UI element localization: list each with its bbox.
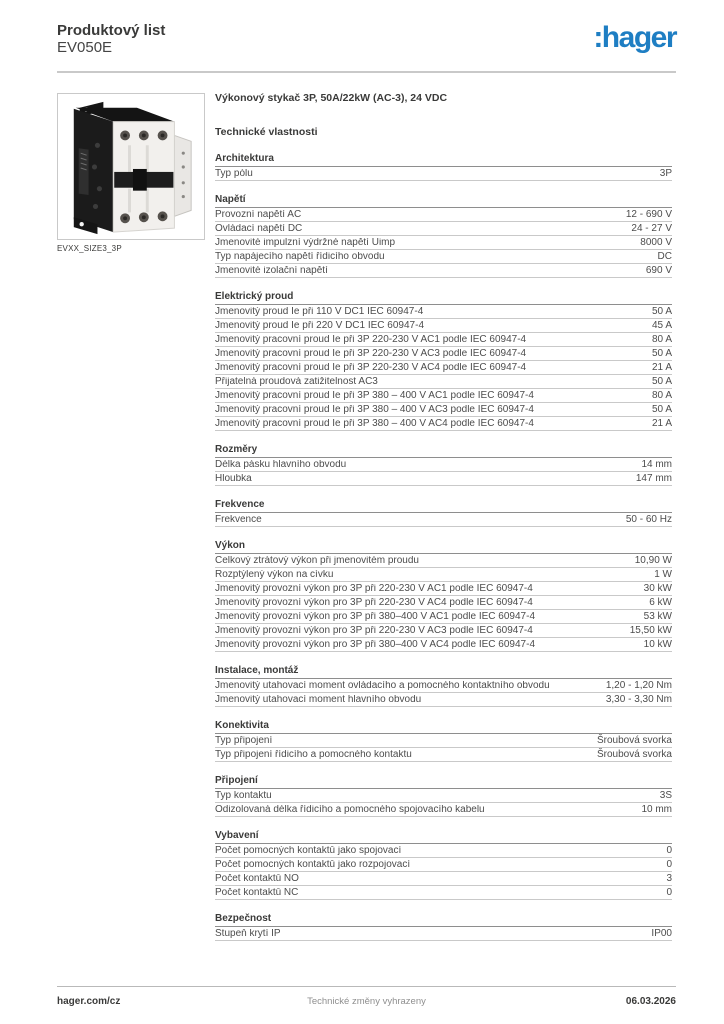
spec-label: Stupeň krytí IP [215, 929, 281, 939]
footer-date: 06.03.2026 [625, 996, 676, 1007]
section-title: Elektrický proud [215, 292, 672, 305]
spec-label: Počet kontaktů NO [215, 874, 299, 884]
product-title: Výkonový stykač 3P, 50A/22kW (AC-3), 24 VDC [215, 92, 448, 104]
spec-value: 50 A [651, 306, 672, 317]
spec-value: 0 [666, 859, 672, 870]
spec-value: 1 W [654, 569, 672, 580]
spec-row [215, 236, 672, 250]
footer-website: hager.com/cz [57, 996, 121, 1007]
spec-row [215, 333, 672, 347]
spec-value: 24 - 27 V [631, 223, 672, 234]
spec-row [215, 417, 672, 431]
spec-label: Počet kontaktů NC [215, 888, 299, 898]
spec-row [215, 927, 672, 941]
spec-label: Typ napájecího napětí řídicího obvodu [215, 252, 385, 262]
spec-label: Typ připojení řídicího a pomocného kontaktu [215, 750, 412, 760]
spec-value: 30 kW [643, 583, 672, 594]
spec-label: Jmenovitý pracovní proud Ie při 3P 380 – 400 V AC4 podle IEC 60947-4 [215, 419, 534, 429]
spec-row [215, 693, 672, 707]
spec-label: Odizolovaná délka řídicího a pomocného spojovacího kabelu [215, 805, 485, 815]
spec-label: Jmenovitý provozní výkon pro 3P při 380–400 V AC1 podle IEC 60947-4 [215, 612, 536, 622]
spec-row [215, 568, 672, 582]
spec-value: 0 [666, 887, 672, 898]
spec-label: Jmenovitý pracovní proud Ie při 3P 380 – 400 V AC3 podle IEC 60947-4 [215, 405, 534, 415]
spec-value: 690 V [645, 265, 672, 276]
spec-value: 0 [666, 845, 672, 856]
spec-row [215, 858, 672, 872]
spec-value: 53 kW [643, 611, 672, 622]
section-title: Vybavení [215, 831, 672, 844]
spec-label: Délka pásku hlavního obvodu [215, 460, 347, 470]
spec-label: Hloubka [215, 474, 252, 484]
spec-row [215, 250, 672, 264]
spec-value: 50 A [651, 376, 672, 387]
spec-value: 50 A [651, 404, 672, 415]
doc-title: Produktový list [57, 22, 166, 39]
spec-section [215, 195, 672, 278]
spec-row [215, 844, 672, 858]
spec-section [215, 292, 672, 431]
spec-row [215, 264, 672, 278]
spec-value: 80 A [651, 390, 672, 401]
spec-section [215, 541, 672, 652]
footer [57, 986, 676, 1024]
spec-label: Typ připojení [215, 736, 273, 746]
spec-section [215, 445, 672, 486]
spec-row [215, 610, 672, 624]
specs-heading: Technické vlastnosti [215, 126, 318, 138]
spec-row [215, 638, 672, 652]
hager-logo: :hager [593, 21, 676, 54]
spec-label: Typ kontaktu [215, 791, 272, 801]
section-title: Architektura [215, 154, 672, 167]
section-title: Rozměry [215, 445, 672, 458]
spec-row [215, 886, 672, 900]
spec-row [215, 167, 672, 181]
contactor-illustration-icon [58, 94, 204, 239]
spec-section [215, 831, 672, 900]
spec-label: Celkový ztrátový výkon při jmenovitém proudu [215, 556, 419, 566]
spec-label: Jmenovitý proud Ie při 220 V DC1 IEC 60947-4 [215, 321, 424, 331]
spec-row [215, 305, 672, 319]
spec-row [215, 624, 672, 638]
product-image-caption: EVXX_SIZE3_3P [57, 244, 122, 253]
spec-value: 10,90 W [634, 555, 672, 566]
spec-label: Jmenovitý utahovací moment ovládacího a pomocného kontaktního obvodu [215, 681, 550, 691]
specs-column [215, 93, 672, 941]
spec-label: Jmenovité impulzní výdržné napětí Uimp [215, 238, 396, 248]
product-image-column [57, 93, 207, 941]
spec-value: 6 kW [649, 597, 672, 608]
spec-value: 12 - 690 V [625, 209, 672, 220]
spec-value: Šroubová svorka [596, 749, 672, 760]
product-code: EV050E [57, 39, 113, 56]
header-titles [57, 22, 165, 56]
spec-row [215, 319, 672, 333]
spec-value: 1,20 - 1,20 Nm [605, 680, 672, 691]
section-title: Připojení [215, 776, 672, 789]
spec-label: Přijatelná proudová zatižitelnost AC3 [215, 377, 378, 387]
spec-label: Frekvence [215, 515, 262, 525]
spec-label: Provozní napětí AC [215, 210, 302, 220]
spec-value: 21 A [651, 362, 672, 373]
spec-row [215, 375, 672, 389]
section-title: Instalace, montáž [215, 666, 672, 679]
spec-label: Typ pólu [215, 169, 253, 179]
footer-disclaimer: Technické změny vyhrazeny [307, 996, 426, 1007]
spec-value: 8000 V [640, 237, 672, 248]
spec-row [215, 582, 672, 596]
spec-row [215, 596, 672, 610]
spec-value: 3P [659, 168, 672, 179]
spec-row [215, 472, 672, 486]
section-title: Konektivita [215, 721, 672, 734]
spec-section [215, 500, 672, 527]
section-title: Bezpečnost [215, 914, 672, 927]
spec-row [215, 554, 672, 568]
spec-row [215, 458, 672, 472]
spec-row [215, 403, 672, 417]
spec-row [215, 748, 672, 762]
spec-section [215, 914, 672, 941]
spec-section [215, 154, 672, 181]
spec-value: 3,30 - 3,30 Nm [605, 694, 672, 705]
spec-value: 45 A [651, 320, 672, 331]
spec-label: Jmenovitý provozní výkon pro 3P při 380–400 V AC4 podle IEC 60947-4 [215, 640, 536, 650]
spec-row [215, 513, 672, 527]
spec-label: Ovládací napětí DC [215, 224, 303, 234]
spec-section [215, 776, 672, 817]
spec-value: 14 mm [641, 459, 672, 470]
spec-label: Jmenovitý pracovní proud Ie při 3P 380 – 400 V AC1 podle IEC 60947-4 [215, 391, 534, 401]
spec-row [215, 789, 672, 803]
spec-value: 80 A [651, 334, 672, 345]
spec-value: 50 - 60 Hz [625, 514, 672, 525]
spec-label: Rozptýlený výkon na cívku [215, 570, 334, 580]
spec-label: Jmenovité izolační napětí [215, 266, 328, 276]
spec-label: Jmenovitý provozní výkon pro 3P při 220-230 V AC4 podle IEC 60947-4 [215, 598, 533, 608]
spec-row [215, 734, 672, 748]
spec-sections [215, 154, 672, 941]
section-title: Frekvence [215, 500, 672, 513]
spec-row [215, 208, 672, 222]
spec-value: Šroubová svorka [596, 735, 672, 746]
header [0, 0, 724, 73]
spec-label: Jmenovitý provozní výkon pro 3P při 220-230 V AC1 podle IEC 60947-4 [215, 584, 533, 594]
section-title: Napětí [215, 195, 672, 208]
spec-row [215, 222, 672, 236]
spec-label: Jmenovitý pracovní proud Ie při 3P 220-230 V AC4 podle IEC 60947-4 [215, 363, 527, 373]
spec-label: Počet pomocných kontaktů jako spojovací [215, 846, 402, 856]
main-content [0, 73, 724, 941]
spec-value: 50 A [651, 348, 672, 359]
spec-label: Jmenovitý proud Ie při 110 V DC1 IEC 60947-4 [215, 307, 424, 317]
spec-row [215, 361, 672, 375]
spec-value: 147 mm [635, 473, 672, 484]
spec-value: 10 mm [641, 804, 672, 815]
spec-row [215, 389, 672, 403]
spec-section [215, 721, 672, 762]
product-image [57, 93, 205, 240]
spec-label: Počet pomocných kontaktů jako rozpojovací [215, 860, 411, 870]
spec-value: 15,50 kW [629, 625, 672, 636]
spec-value: 3S [659, 790, 672, 801]
spec-value: 21 A [651, 418, 672, 429]
section-title: Výkon [215, 541, 672, 554]
spec-row [215, 872, 672, 886]
spec-row [215, 803, 672, 817]
spec-label: Jmenovitý pracovní proud Ie při 3P 220-230 V AC3 podle IEC 60947-4 [215, 349, 527, 359]
spec-value: 10 kW [643, 639, 672, 650]
spec-row [215, 347, 672, 361]
spec-section [215, 666, 672, 707]
spec-value: IP00 [651, 928, 672, 939]
spec-value: 3 [666, 873, 672, 884]
spec-label: Jmenovitý pracovní proud Ie při 3P 220-230 V AC1 podle IEC 60947-4 [215, 335, 527, 345]
spec-row [215, 679, 672, 693]
spec-value: DC [657, 251, 672, 262]
spec-label: Jmenovitý utahovací moment hlavního obvodu [215, 695, 422, 705]
spec-label: Jmenovitý provozní výkon pro 3P při 220-230 V AC3 podle IEC 60947-4 [215, 626, 533, 636]
